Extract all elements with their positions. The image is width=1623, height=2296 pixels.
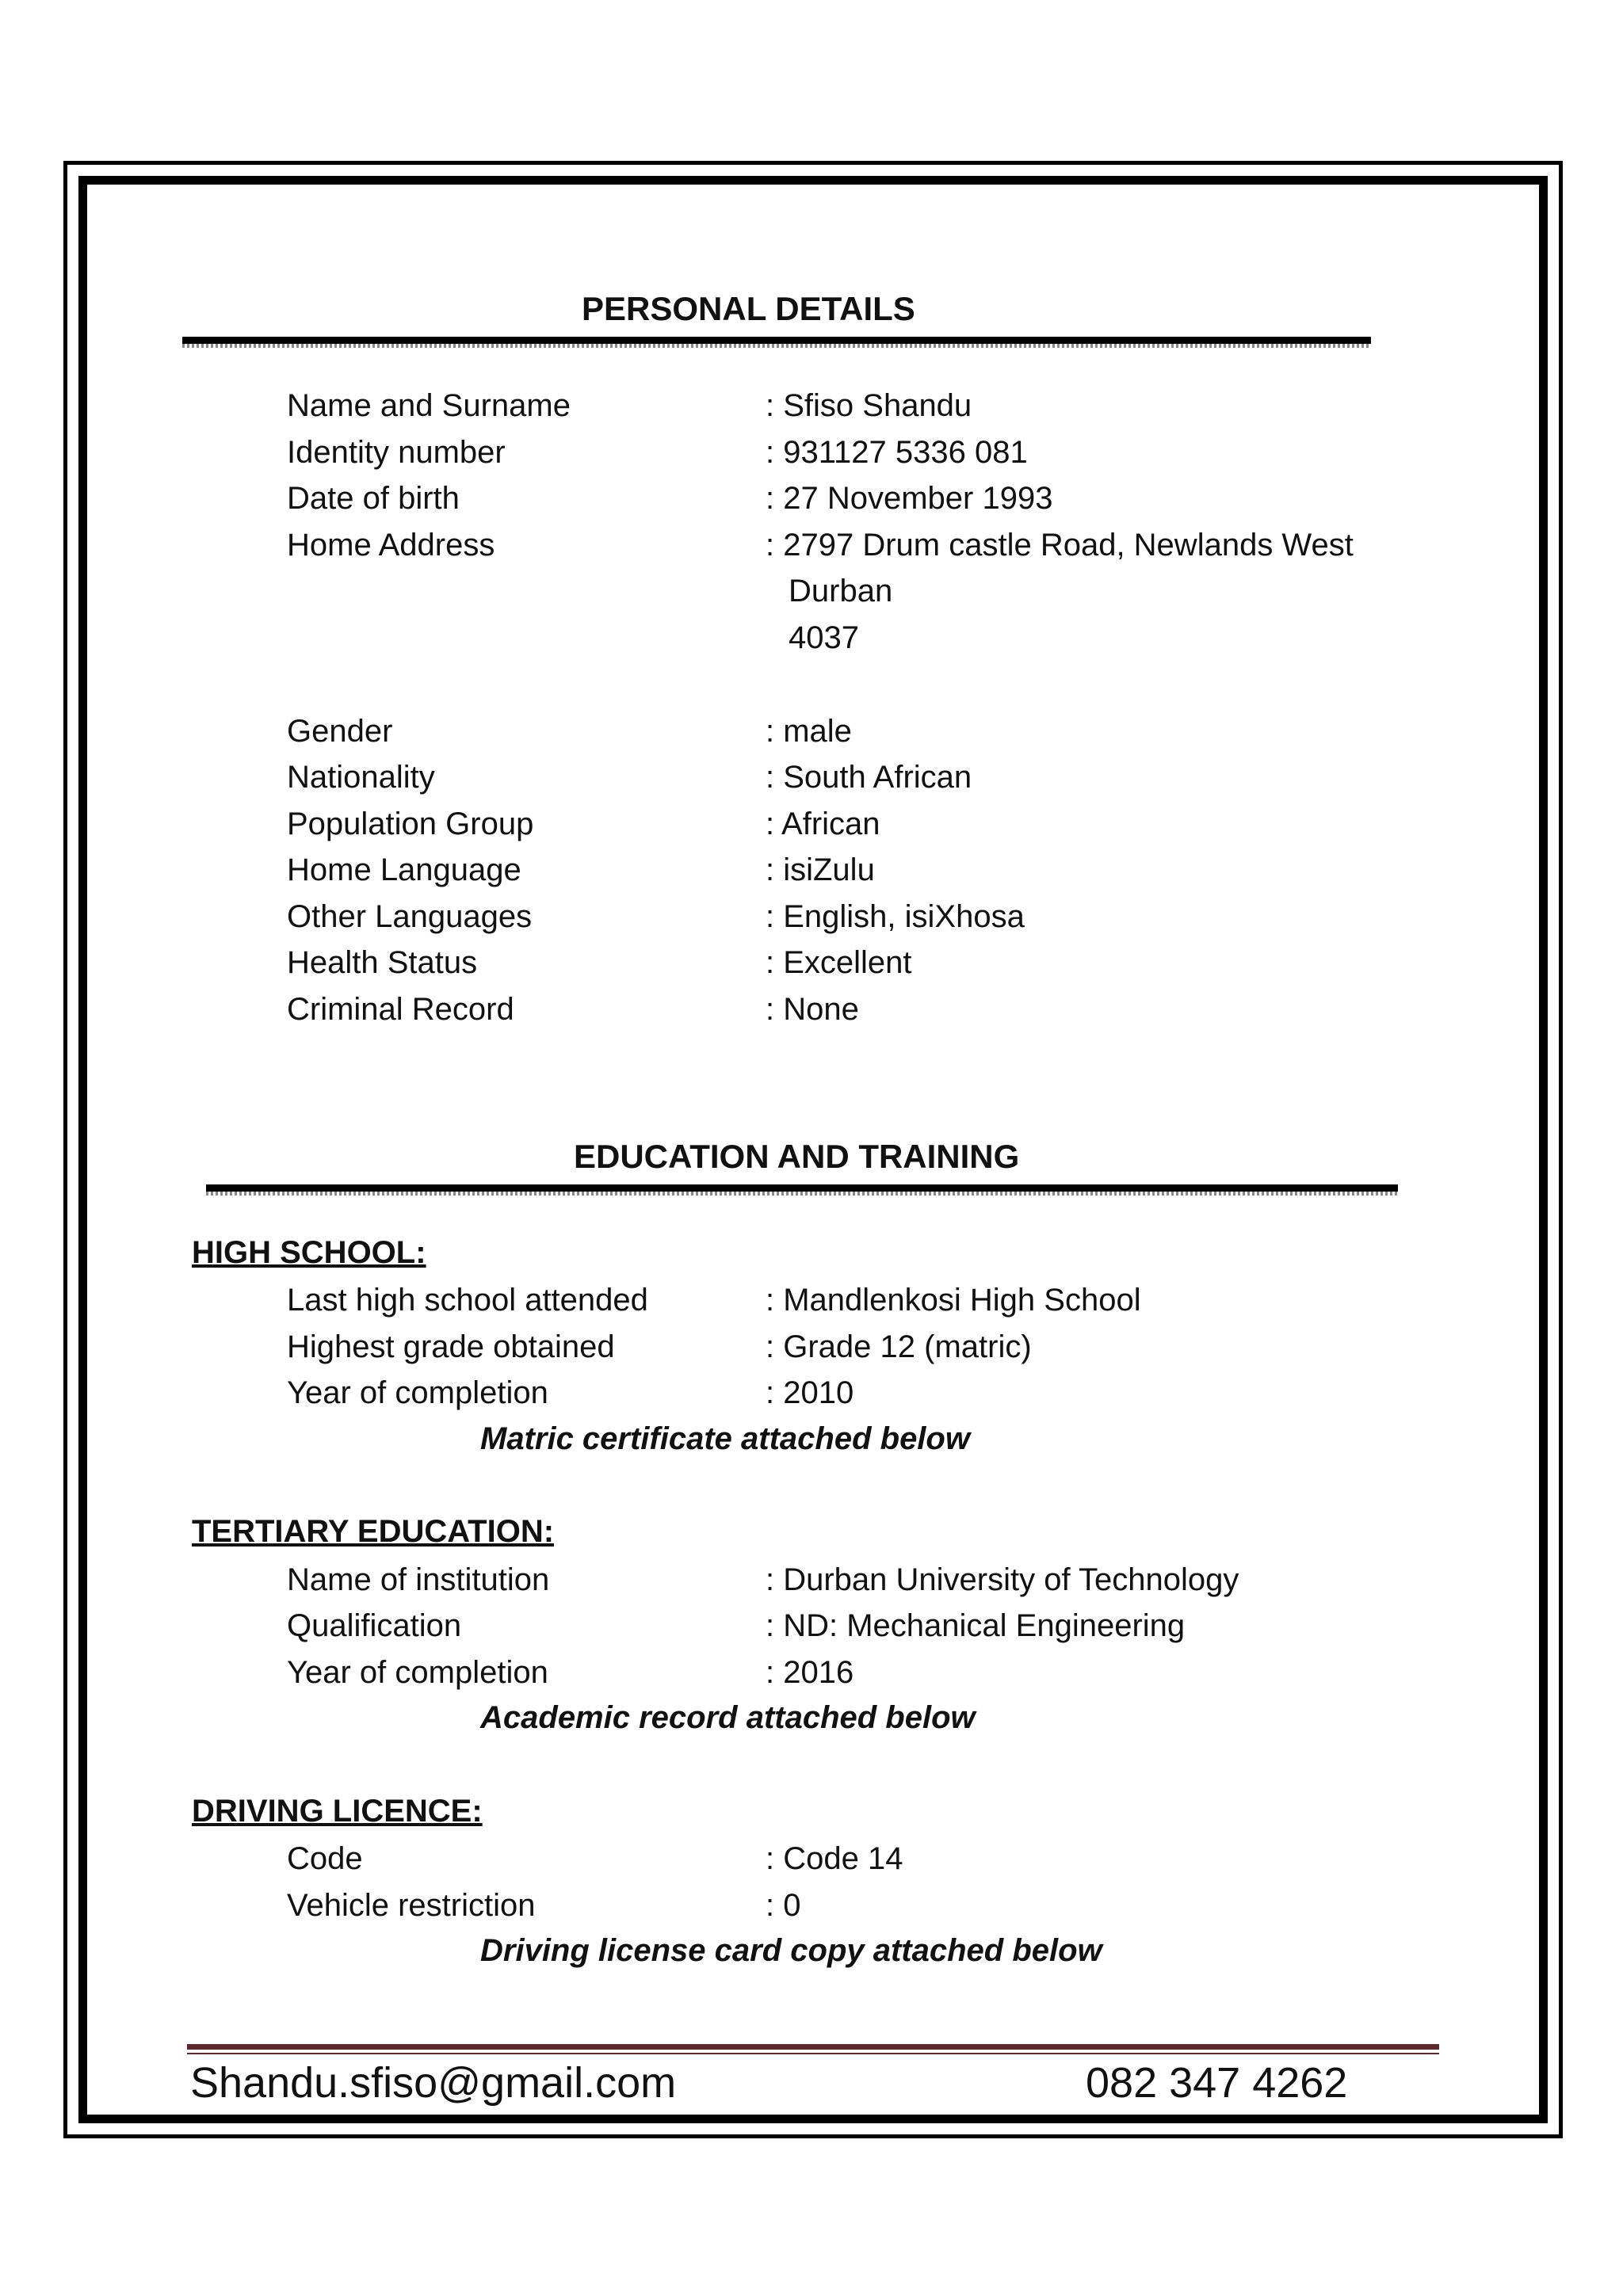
value-address-line3: 4037 xyxy=(789,620,859,655)
label-code: Code xyxy=(287,1841,363,1876)
value-last-school: : Mandlenkosi High School xyxy=(766,1283,1141,1318)
value-population: : African xyxy=(766,807,880,841)
label-population: Population Group xyxy=(287,807,534,841)
matric-note: Matric certificate attached below xyxy=(480,1421,970,1456)
tertiary-title: TERTIARY EDUCATION: xyxy=(192,1514,555,1549)
education-heading-rule xyxy=(206,1184,1398,1192)
academic-record-note: Academic record attached below xyxy=(480,1700,976,1735)
label-address: Home Address xyxy=(287,528,495,563)
driving-licence-title: DRIVING LICENCE: xyxy=(192,1794,483,1829)
value-id: : 931127 5336 081 xyxy=(766,435,1028,470)
label-last-school: Last high school attended xyxy=(287,1283,648,1318)
value-address-line1: : 2797 Drum castle Road, Newlands West xyxy=(766,528,1354,563)
label-qualification: Qualification xyxy=(287,1608,462,1643)
value-criminal: : None xyxy=(766,992,859,1027)
footer-rule-thin xyxy=(187,2053,1439,2054)
label-health: Health Status xyxy=(287,945,478,980)
value-tertiary-year: : 2016 xyxy=(766,1655,854,1690)
value-gender: : male xyxy=(766,714,852,749)
value-qualification: : ND: Mechanical Engineering xyxy=(766,1608,1186,1643)
label-id: Identity number xyxy=(287,435,506,470)
high-school-title: HIGH SCHOOL: xyxy=(192,1235,426,1270)
value-code: : Code 14 xyxy=(766,1841,903,1876)
value-nationality: : South African xyxy=(766,760,972,795)
label-gender: Gender xyxy=(287,714,393,749)
licence-note: Driving license card copy attached below xyxy=(480,1933,1102,1968)
footer-rule xyxy=(187,2044,1439,2050)
value-institution: : Durban University of Technology xyxy=(766,1562,1239,1597)
value-other-languages: : English, isiXhosa xyxy=(766,899,1025,934)
education-heading: EDUCATION AND TRAINING xyxy=(574,1138,1020,1175)
value-dob: : 27 November 1993 xyxy=(766,481,1053,516)
label-name: Name and Surname xyxy=(287,388,571,423)
footer-email: Shandu.sfiso@gmail.com xyxy=(190,2059,677,2107)
label-nationality: Nationality xyxy=(287,760,435,795)
label-highest-grade: Highest grade obtained xyxy=(287,1329,615,1364)
label-tertiary-year: Year of completion xyxy=(287,1655,548,1690)
label-dob: Date of birth xyxy=(287,481,460,516)
personal-details-heading: PERSONAL DETAILS xyxy=(582,290,915,327)
value-name: : Sfiso Shandu xyxy=(766,388,972,423)
label-school-year: Year of completion xyxy=(287,1375,548,1410)
value-home-language: : isiZulu xyxy=(766,852,875,887)
label-institution: Name of institution xyxy=(287,1562,550,1597)
value-school-year: : 2010 xyxy=(766,1375,854,1410)
label-vehicle-restriction: Vehicle restriction xyxy=(287,1888,536,1923)
value-address-line2: Durban xyxy=(789,574,893,608)
footer-phone: 082 347 4262 xyxy=(1086,2059,1348,2107)
label-criminal: Criminal Record xyxy=(287,992,514,1027)
label-other-languages: Other Languages xyxy=(287,899,533,934)
value-health: : Excellent xyxy=(766,945,912,980)
value-highest-grade: : Grade 12 (matric) xyxy=(766,1329,1032,1364)
value-vehicle-restriction: : 0 xyxy=(766,1888,801,1923)
personal-heading-rule xyxy=(182,337,1371,344)
label-home-language: Home Language xyxy=(287,852,521,887)
